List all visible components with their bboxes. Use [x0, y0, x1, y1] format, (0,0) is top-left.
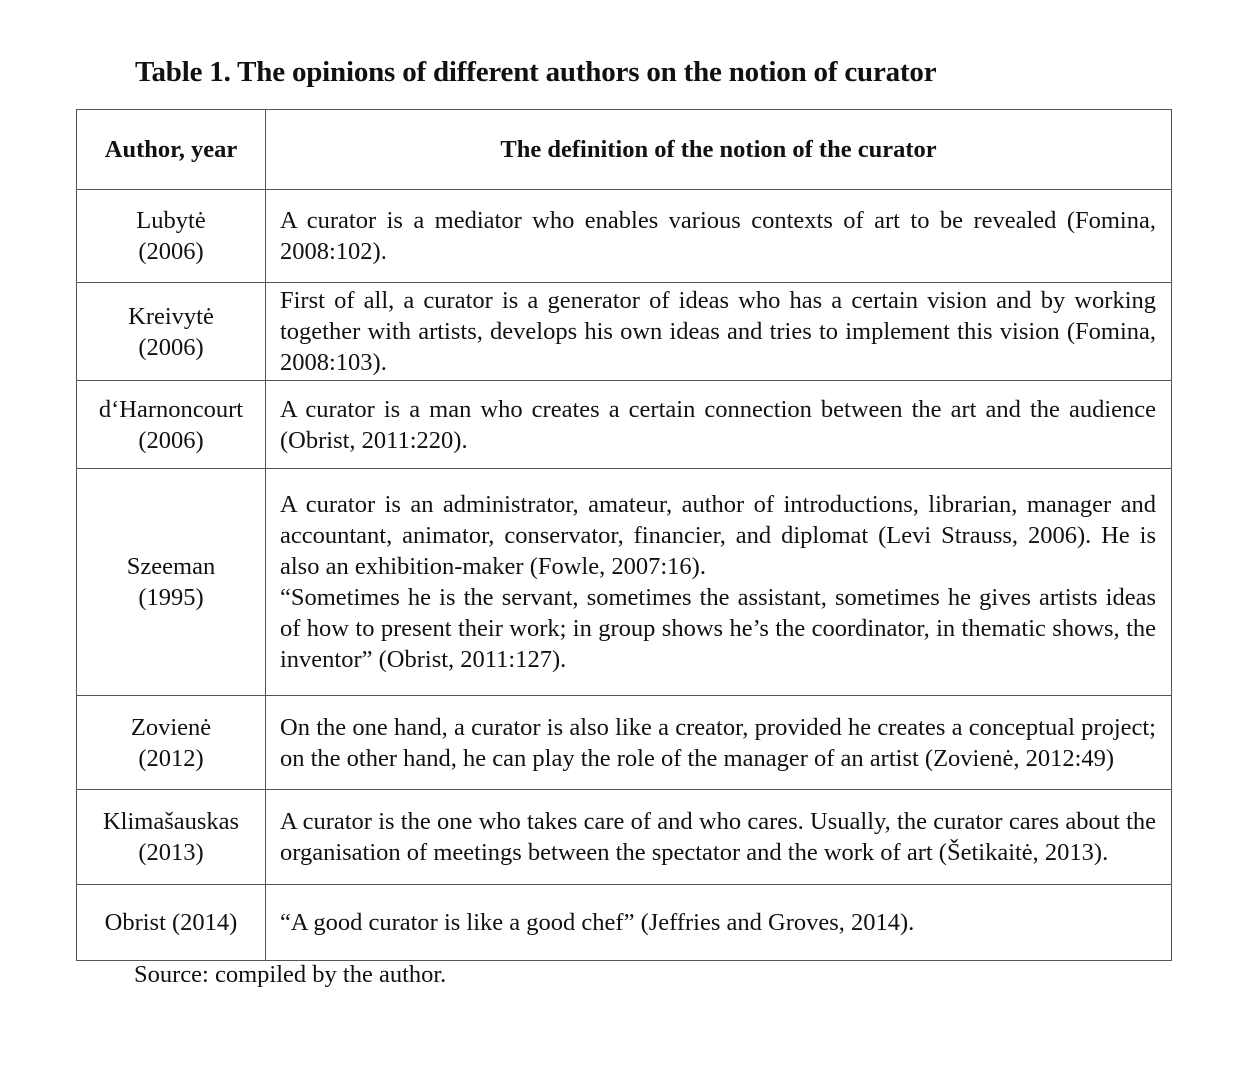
author-cell [77, 790, 266, 885]
definition-cell [266, 381, 1172, 469]
definition-text: A curator is a mediator who enables various contexts of art to be revealed (Fomina, 2008:102). [280, 207, 1156, 265]
definition-text: First of all, a curator is a generator of ideas who has a certain vision and by working together with artists, develops his own ideas and tries to implement this vision (Fomina, 2008:103). [280, 287, 1156, 376]
header-author-year: Author, year [77, 110, 266, 190]
opinions-table [76, 109, 1172, 961]
table-row [77, 696, 1172, 790]
definition-cell [266, 190, 1172, 283]
author-name: Szeeman [126, 553, 216, 580]
author-name: d‘Harnoncourt [98, 395, 244, 423]
definition-cell [266, 283, 1172, 381]
author-year: (2013) [138, 839, 204, 866]
table-row [77, 790, 1172, 885]
author-name: Obrist (2014) [104, 909, 238, 936]
author-cell [77, 696, 266, 790]
author-cell [77, 381, 266, 469]
definition-cell [266, 696, 1172, 790]
author-cell [77, 469, 266, 696]
definition-text: A curator is a man who creates a certain connection between the art and the audience (Obrist, 2011:220). [280, 395, 1156, 454]
author-name: Zovienė [130, 713, 212, 741]
table-caption: Table 1. The opinions of different authors on the notion of curator [135, 56, 937, 88]
definition-text: “A good curator is like a good chef” (Jeffries and Groves, 2014). [280, 909, 915, 936]
table-header-row [77, 110, 1172, 190]
author-year: (2006) [138, 333, 204, 361]
definition-cell [266, 790, 1172, 885]
definition-text: A curator is an administrator, amateur, author of introductions, librarian, manager and accountant, animator, conservator, financier, and diplomat (Levi Strauss, 2006). He is also an exhibition-maker (Fowle, 2007:16). [280, 491, 1156, 580]
table-row [77, 885, 1172, 961]
author-name: Lubytė [136, 207, 206, 234]
definition-text: A curator is the one who takes care of and who cares. Usually, the curator cares about the organisation of meetings between the spectator and the work of art (Šetikaitė, 2013). [280, 808, 1156, 866]
author-name: Kreivytė [128, 302, 214, 330]
author-name: Klimašauskas [102, 808, 240, 835]
author-cell [77, 190, 266, 283]
definition-cell [266, 885, 1172, 961]
author-cell [77, 885, 266, 961]
table-row [77, 190, 1172, 283]
author-cell [77, 283, 266, 381]
author-year: (2006) [138, 426, 204, 454]
header-definition: The definition of the notion of the curator [266, 110, 1172, 190]
table-row [77, 469, 1172, 696]
source-note: Source: compiled by the author. [134, 961, 447, 988]
author-year: (1995) [138, 584, 204, 611]
definition-quote: “Sometimes he is the servant, sometimes the assistant, sometimes he gives artists ideas of how to present their work; in group shows he’s the coordinator, in thematic shows, the inventor” (Obrist, 2011:127). [280, 584, 1156, 673]
author-year: (2012) [138, 744, 204, 772]
author-year: (2006) [138, 238, 204, 265]
definition-text: On the one hand, a curator is also like a creator, provided he creates a conceptual project; on the other hand, he can play the role of the manager of an artist (Zovienė, 2012:49) [280, 713, 1156, 772]
definition-cell [266, 469, 1172, 696]
table-row [77, 283, 1172, 381]
table-row [77, 381, 1172, 469]
